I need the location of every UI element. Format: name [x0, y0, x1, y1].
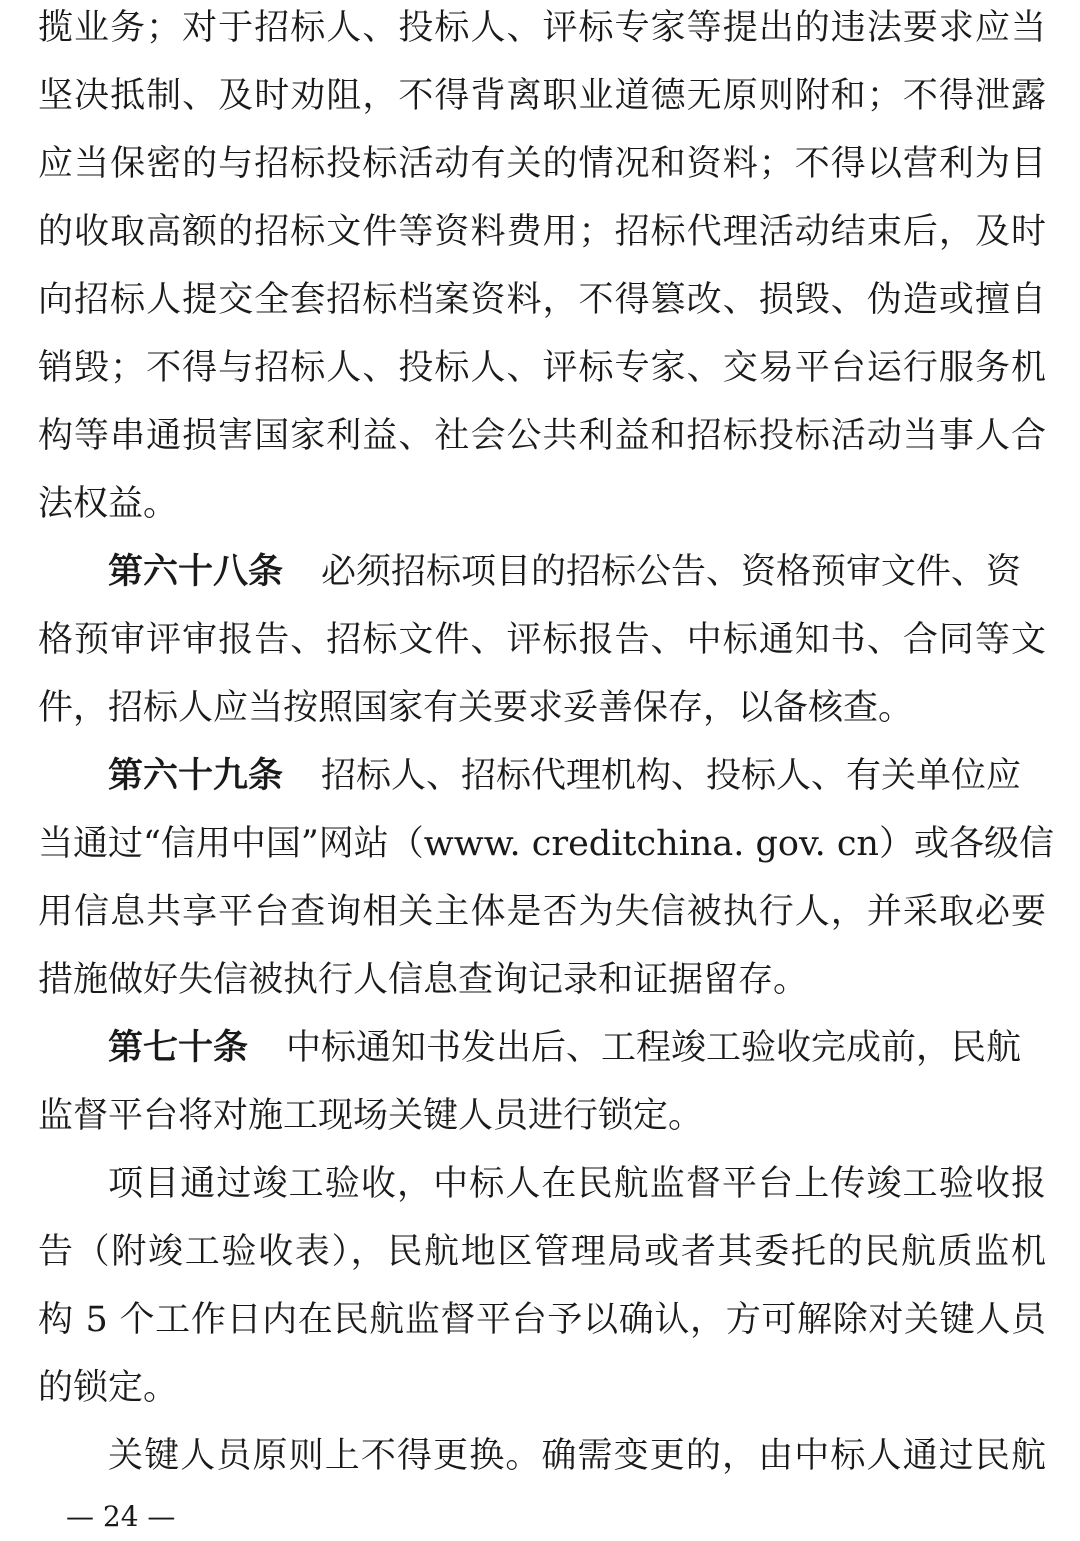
text-line: 揽业务；对于招标人、投标人、评标专家等提出的违法要求应当 — [38, 8, 1046, 48]
text-line: 坚决抵制、及时劝阻，不得背离职业道德无原则附和；不得泄露 — [38, 76, 1046, 116]
text-line: 向招标人提交全套招标档案资料，不得篡改、损毁、伪造或擅自 — [38, 280, 1046, 320]
text-span: 招标人、招标代理机构、投标人、有关单位应 — [321, 756, 1022, 796]
text-span: 必须招标项目的招标公告、资格预审文件、资 — [321, 552, 1022, 592]
text-line: 构等串通损害国家利益、社会公共利益和招标投标活动当事人合 — [38, 416, 1046, 456]
article-69-first-line — [108, 756, 1046, 796]
text-line: 的收取高额的招标文件等资料费用；招标代理活动结束后，及时 — [38, 212, 1046, 252]
text-line: 告（附竣工验收表），民航地区管理局或者其委托的民航质监机 — [38, 1232, 1046, 1272]
article-68-first-line — [108, 552, 1046, 592]
text-line: 关键人员原则上不得更换。确需变更的，由中标人通过民航 — [108, 1436, 1046, 1476]
text-line: 措施做好失信被执行人信息查询记录和证据留存。 — [38, 960, 809, 1000]
article-70-first-line — [108, 1028, 1046, 1068]
text-line: 监督平台将对施工现场关键人员进行锁定。 — [38, 1096, 704, 1136]
text-line: 构 5 个工作日内在民航监督平台予以确认，方可解除对关键人员 — [38, 1300, 1046, 1340]
text-line: 格预审评审报告、招标文件、评标报告、中标通知书、合同等文 — [38, 620, 1046, 660]
text-line: 项目通过竣工验收，中标人在民航监督平台上传竣工验收报 — [108, 1164, 1046, 1204]
article-68-heading: 第六十八条 — [108, 552, 284, 592]
text-line: 的锁定。 — [38, 1368, 179, 1408]
text-line: 件，招标人应当按照国家有关要求妥善保存，以备核查。 — [38, 688, 914, 728]
text-line: 当通过“信用中国”网站（www. creditchina. gov. cn）或各级信 — [38, 824, 1054, 864]
page-number: — 24 — — [66, 1500, 176, 1533]
text-line: 应当保密的与招标投标活动有关的情况和资料；不得以营利为目 — [38, 144, 1046, 184]
text-line: 用信息共享平台查询相关主体是否为失信被执行人，并采取必要 — [38, 892, 1046, 932]
text-span: 中标通知书发出后、工程竣工验收完成前，民航 — [286, 1028, 1022, 1068]
article-69-heading: 第六十九条 — [108, 756, 284, 796]
article-70-heading: 第七十条 — [108, 1028, 249, 1068]
text-line: 法权益。 — [38, 484, 179, 524]
text-line: 销毁；不得与招标人、投标人、评标专家、交易平台运行服务机 — [38, 348, 1046, 388]
